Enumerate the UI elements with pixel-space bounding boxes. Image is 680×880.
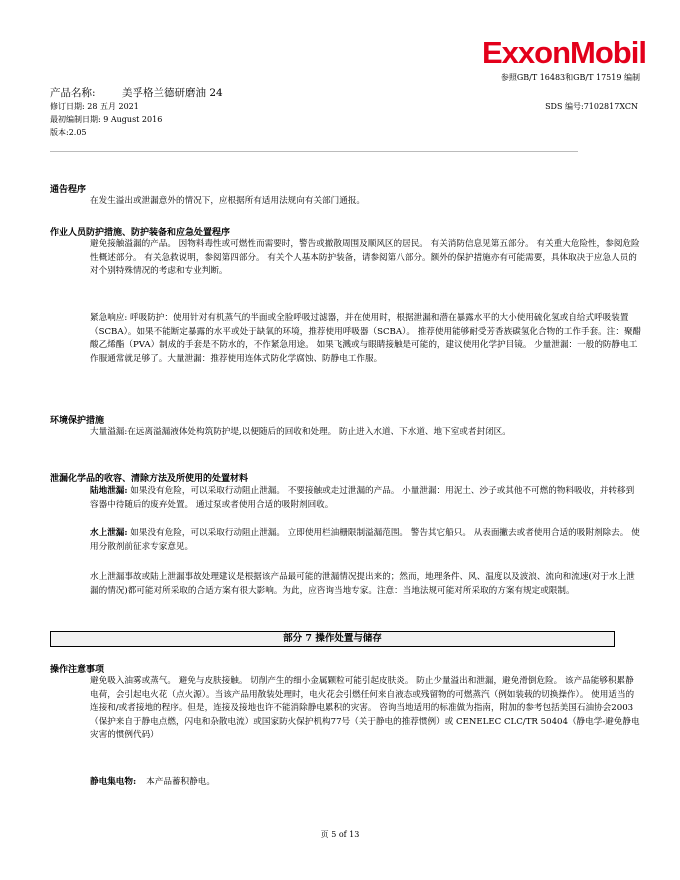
heading-personal-precautions: 作业人员防护措施、防护装备和应急处置程序	[50, 228, 231, 238]
heading-containment: 泄漏化学品的收容、清除方法及所使用的处置材料	[50, 474, 249, 484]
product-name: 美孚格兰德研磨油 24	[122, 87, 223, 99]
header-divider	[50, 151, 578, 152]
water-spill-label: 水上泄漏:	[90, 528, 128, 538]
personal-precautions-text: 避免接触溢漏的产品。 因物料毒性或可燃性而需要时，警告或撤散周围及顺风区的居民。 有关消防信息见第五部分。 有关重大危险性，参阅危险性概述部分。 有关急救说明，参阅第四部分。 有关个人基本防护装备，请参阅第八部分。额外的保护措施亦有可能需要，具体取决于应急人员的对个别特殊情况的考虑和专业判断。	[90, 239, 640, 277]
version: 版本:2.05	[50, 128, 87, 137]
static-label: 静电集电物:	[90, 777, 137, 787]
compile-date: 最初编制日期: 9 August 2016	[50, 115, 163, 124]
land-spill-body: 如果没有危险，可以采取行动阻止泄漏。 不要接触或走过泄漏的产品。 小量泄漏：用泥土、沙子或其他不可燃的物料吸收，并转移到容器中待随后的废弃处置。 通过泵或者使用合适的吸附剂回收。	[90, 486, 635, 510]
static-accumulator	[90, 776, 642, 790]
emergency-response-text: 紧急响应: 呼吸防护：使用针对有机蒸气的半面或全脸呼吸过滤器，并在使用时，根据泄漏和潜在暴露水平的大小使用硫化氢或自给式呼吸装置（SCBA）。如果不能断定暴露的水平或处于缺氧的环境，推荐使用呼吸器（SCBA）。 推荐使用能够耐受芳香族碳氢化合物的工作手套。注：聚醋酸乙烯酯（PVA）制成的手套是不防水的，不作紧急用途。 如果飞溅或与眼睛接触是可能的，建议使用化学护目镜。 少量泄漏：一般的防静电工作服通常就足够了。大量泄漏：推荐使用连体式防化学腐蚀、防静电工作服。	[90, 313, 642, 364]
product-label: 产品名称:	[50, 87, 96, 99]
revision-date: 修订日期: 28 五月 2021	[50, 102, 139, 111]
land-spill-label: 陆地泄漏:	[90, 486, 128, 496]
heading-environmental: 环境保护措施	[50, 416, 105, 426]
logo-text: ExxonMobil	[482, 35, 646, 70]
notification-text: 在发生溢出或泄漏意外的情况下，应根据所有适用法规向有关部门通报。	[90, 196, 366, 206]
heading-handling: 操作注意事项	[50, 665, 105, 675]
spill-advice-text: 水上泄漏事故或陆上泄漏事故处理建议是根据该产品最可能的泄漏情况提出来的；然而，地理条件、风、温度以及波浪、流向和流速(对于水上泄漏的情况)都可能对所采取的合适方案有很大影响。为此，应咨询当地专家。注意：当地法规可能对所采取的方案有规定或限制。	[90, 572, 635, 596]
water-spill-text	[90, 527, 642, 554]
land-spill-text	[90, 485, 642, 512]
water-spill-body: 如果没有危险，可以采取行动阻止泄漏。 立即使用栏油栅限制溢漏范围。 警告其它船只。 从表面撇去或者使用合适的吸附剂除去。 使用分散剂前征求专家意见。	[90, 528, 640, 552]
environmental-text: 大量溢漏:在远离溢漏液体处构筑防护堤,以便随后的回收和处理。 防止进入水道、下水道、地下室或者封闭区。	[90, 427, 511, 437]
exxonmobil-logo	[482, 35, 646, 70]
heading-notification: 通告程序	[50, 185, 87, 195]
sds-number: SDS 编号:7102817XCN	[545, 102, 638, 111]
reference-standard: 参照GB/T 16483和GB/T 17519 编制	[500, 73, 640, 82]
static-text: 本产品蓄积静电。	[146, 777, 215, 787]
section-7-title: 部分 7 操作处置与储存	[50, 631, 615, 647]
page-number: 页 5 of 13	[320, 830, 360, 839]
handling-text: 避免吸入油雾或蒸气。 避免与皮肤接触。 切削产生的细小金属颗粒可能引起皮肤炎。 防止少量溢出和泄漏，避免滑倒危险。 该产品能够积累静电荷，会引起电火花（点火源）。当该产品用散装处理时，电火花会引燃任何来自液态或残留物的可燃蒸汽（例如装载的切换操作）。 使用适当的连接和/或者接地的程序。但是，连接及接地也许不能消除静电累积的灾害。 咨询当地适用的标准做为指南，附加的参考包括美国石油协会2003（保护来自于静电点燃，闪电和杂散电流）或国家防火保护机构77号（关于静电的推荐惯例）或 CENELEC CLC/TR 50404（静电学-避免静电灾害的惯例代码）	[90, 676, 640, 741]
product-line	[50, 85, 223, 100]
